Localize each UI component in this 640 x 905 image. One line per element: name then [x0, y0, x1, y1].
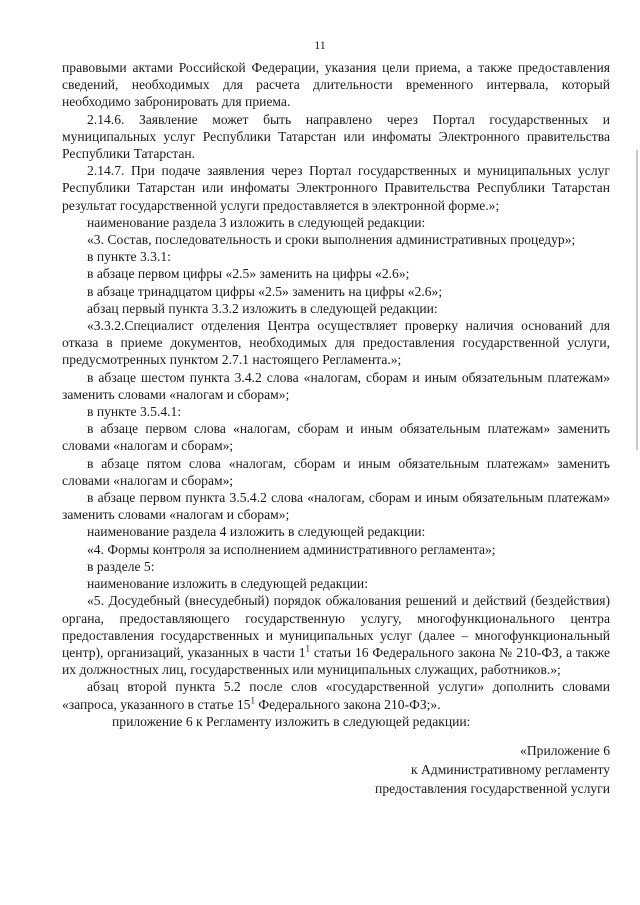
paragraph: 2.14.7. При подаче заявления через Портал государственных и муниципальных услуг Республики Татарстан или инфоматы Электронного Правительства Республики Татарстан результат государственной услуги предоставляется в электронной форме.»;	[62, 163, 610, 213]
scan-edge-mark	[636, 150, 638, 450]
paragraph: в абзаце пятом слова «налогам, сборам и иным обязательным платежам» заменить словами «налогам и сборам»;	[62, 455, 610, 488]
paragraph-5-2-amendment: абзац второй пункта 5.2 после слов «государственной услуги» дополнить словами «запроса, указанного в статье $15^1$ Федерального закона 210-ФЗ;».	[62, 679, 610, 712]
paragraph: в абзаце шестом пункта 3.4.2 слова «налогам, сборам и иным обязательным платежам» заменить словами «налогам и сборам»;	[62, 369, 610, 402]
paragraph: в абзаце тринадцатом цифры «2.5» заменить на цифры «2.6»;	[87, 283, 443, 299]
paragraph: наименование раздела 4 изложить в следующей редакции:	[87, 524, 426, 540]
appendix-heading-line-1: «Приложение 6	[520, 742, 610, 758]
paragraph: «4. Формы контроля за исполнением административного регламента»;	[87, 541, 496, 557]
paragraph: наименование изложить в следующей редакции:	[87, 576, 368, 592]
paragraph: «3. Состав, последовательность и сроки выполнения административных процедур»;	[87, 232, 576, 248]
document-body	[62, 59, 610, 798]
paragraph: в разделе 5:	[87, 558, 155, 574]
paragraph: 2.14.6. Заявление может быть направлено через Портал государственных и муниципальных услуг Республики Татарстан или инфоматы Электронного правительства Республики Татарстан.	[62, 111, 610, 162]
appendix-heading-line-3: предоставления государственной услуги	[375, 781, 610, 797]
appendix-intro: приложение 6 к Регламенту изложить в следующей редакции:	[112, 713, 471, 729]
paragraph: в абзаце первом пункта 3.5.4.2 слова «налогам, сборам и иным обязательным платежам» заменить словами «налогам и сборам»;	[62, 490, 610, 523]
paragraph: в пункте 3.5.4.1:	[87, 404, 182, 420]
page-number: 11	[314, 38, 326, 52]
paragraph: абзац первый пункта 3.3.2 изложить в следующей редакции:	[87, 300, 438, 316]
paragraph: в абзаце первом цифры «2.5» заменить на цифры «2.6»;	[87, 266, 410, 282]
paragraph: наименование раздела 3 изложить в следующей редакции:	[87, 214, 426, 230]
appendix-heading-line-2: к Административному регламенту	[410, 762, 610, 778]
section-5-title: «5. Досудебный (внесудебный) порядок обжалования решений и действий (бездействия) органа, предоставляющего государственную услугу, многофункционального центра предоставления государственных и муниципальных услуг (далее – многофункциональный центр), организаций, указанных в части $1^1$ статьи 16 Федерального закона № 210-ФЗ, а также их должностных лиц, государственных или муниципальных служащих, работников.»;	[62, 593, 610, 678]
paragraph: в пункте 3.3.1:	[87, 249, 171, 265]
paragraph: правовыми актами Российской Федерации, указания цели приема, а также предоставления сведений, необходимых для расчета длительности временного интервала, который необходимо забронировать для приема.	[62, 60, 610, 110]
paragraph: «3.3.2.Специалист отделения Центра осуществляет проверку наличия оснований для отказа в приеме документов, необходимых для предоставления государственной услуги, предусмотренных пунктом 2.7.1 настоящего Регламента.»;	[62, 318, 610, 368]
paragraph: в абзаце первом слова «налогам, сборам и иным обязательным платежам» заменить словами «налогам и сборам»;	[62, 421, 610, 454]
